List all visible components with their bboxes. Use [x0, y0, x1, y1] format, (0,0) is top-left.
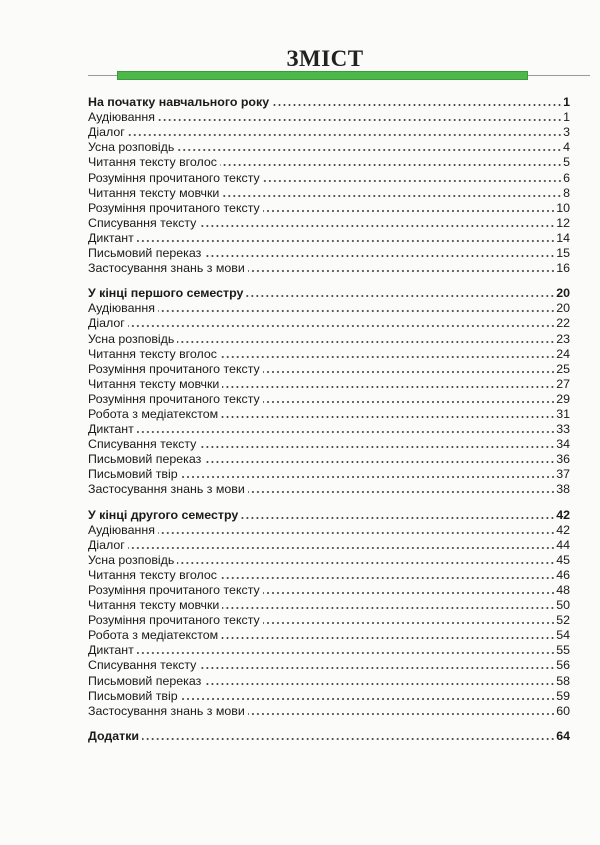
toc-entry-label: У кінці першого семестру [88, 286, 244, 301]
dot-leader [263, 180, 562, 182]
toc-entry-page-number: 5 [563, 155, 570, 170]
toc-entry-label: Аудіювання [88, 522, 155, 537]
toc-entry[interactable] [88, 704, 570, 719]
dot-leader [248, 491, 555, 493]
toc-entry-page-number: 64 [556, 728, 570, 743]
toc-entry[interactable] [88, 598, 570, 613]
toc-entry-label: Письмовий твір [88, 688, 178, 703]
toc-section-heading[interactable] [88, 286, 570, 301]
toc-entry-page-number: 50 [556, 598, 570, 613]
toc-entry-page-number: 45 [556, 552, 570, 567]
dot-leader [199, 667, 555, 669]
dot-leader [199, 446, 555, 448]
dot-leader [158, 310, 555, 312]
dot-leader [177, 341, 555, 343]
toc-entry-label: Розуміння прочитаного тексту [88, 361, 260, 376]
toc-entry-label: Робота з медіатекстом [88, 628, 219, 643]
dot-leader [222, 195, 562, 197]
toc-section-heading[interactable] [88, 507, 570, 522]
toc-entry[interactable] [88, 140, 570, 155]
dot-leader [263, 371, 555, 373]
toc-entry-label: Читання тексту вголос [88, 346, 217, 361]
toc-entry[interactable] [88, 553, 570, 568]
toc-entry-page-number: 8 [563, 185, 570, 200]
toc-entry[interactable] [88, 246, 570, 261]
dot-leader [220, 356, 555, 358]
toc-entry-page-number: 58 [556, 673, 570, 688]
toc-entry-page-number: 60 [556, 703, 570, 718]
toc-entry[interactable] [88, 347, 570, 362]
dot-leader [263, 592, 555, 594]
toc-entry-label: Розуміння прочитаного тексту [88, 583, 260, 597]
toc-entry-page-number: 56 [556, 658, 570, 673]
toc-entry[interactable] [88, 437, 570, 452]
toc-entry[interactable] [88, 407, 570, 422]
toc-entry-label: Читання тексту мовчки [88, 598, 220, 613]
dot-leader [137, 240, 555, 242]
toc-entry-label: Застосування знань з мови [88, 482, 245, 497]
toc-entry-page-number: 36 [556, 452, 570, 467]
dot-leader [222, 607, 555, 609]
toc-section-heading[interactable] [88, 95, 570, 110]
toc-section [88, 507, 570, 718]
toc-entry[interactable] [88, 392, 570, 407]
dot-leader [137, 652, 555, 654]
toc-entry[interactable] [88, 331, 570, 346]
toc-entry[interactable] [88, 155, 570, 170]
dot-leader [248, 270, 555, 272]
toc-entry[interactable] [88, 377, 570, 392]
dot-leader [204, 255, 555, 257]
toc-entry-label: Розуміння прочитаного тексту [88, 613, 260, 628]
dot-leader [158, 119, 562, 121]
dot-leader [128, 325, 555, 327]
toc-entry-label: Усна розповідь [88, 331, 175, 346]
toc-entry-page-number: 3 [563, 125, 570, 140]
dot-leader [137, 431, 555, 433]
dot-leader [181, 476, 556, 478]
toc-entry-page-number: 59 [556, 688, 570, 703]
toc-entry[interactable] [88, 643, 570, 658]
toc-section [88, 729, 570, 744]
toc-entry[interactable] [88, 422, 570, 437]
toc-entry-page-number: 33 [556, 422, 570, 437]
toc-entry-label: Письмовий переказ [88, 452, 202, 467]
toc-entry-label: Диктант [88, 643, 134, 658]
toc-entry[interactable] [88, 125, 570, 140]
toc-entry-label: Аудіювання [88, 110, 155, 125]
toc-entry-page-number: 25 [556, 361, 570, 376]
dot-leader [204, 461, 555, 463]
toc-entry-page-number: 55 [556, 643, 570, 658]
toc-entry-label: Додатки [88, 728, 140, 743]
toc-entry-label: Усна розповідь [88, 552, 175, 567]
toc-entry[interactable] [88, 216, 570, 231]
toc-entry[interactable] [88, 673, 570, 688]
toc-entry-page-number: 42 [556, 522, 570, 537]
toc-entry-label: Читання тексту вголос [88, 567, 217, 582]
toc-entry-label: Читання тексту мовчки [88, 185, 220, 200]
toc-entry[interactable] [88, 658, 570, 673]
toc-entry[interactable] [88, 201, 570, 216]
toc-entry-page-number: 27 [556, 376, 570, 391]
dot-leader [222, 386, 555, 388]
toc-entry-label: Усна розповідь [88, 140, 175, 155]
dot-leader [128, 547, 555, 549]
dot-leader [241, 517, 555, 519]
toc-entry[interactable] [88, 583, 570, 598]
toc-entry-page-number: 48 [556, 583, 570, 597]
dot-leader [263, 622, 555, 624]
toc-entry-page-number: 1 [563, 95, 570, 110]
toc-entry[interactable] [88, 452, 570, 467]
dot-leader [204, 683, 555, 685]
toc-entry-page-number: 15 [556, 246, 570, 261]
toc-entry-label: Списування тексту [88, 658, 197, 673]
toc-entry-label: Розуміння прочитаного тексту [88, 170, 260, 185]
toc-entry-page-number: 23 [556, 331, 570, 346]
toc-entry[interactable] [88, 362, 570, 377]
dot-leader [221, 416, 555, 418]
dot-leader [142, 738, 555, 740]
toc-entry-label: Застосування знань з мови [88, 703, 245, 718]
toc-entry-label: Списування тексту [88, 215, 197, 230]
toc-entry-page-number: 46 [556, 567, 570, 582]
dot-leader [272, 104, 562, 106]
toc-entry-page-number: 29 [556, 391, 570, 406]
toc-entry-label: Робота з медіатекстом [88, 406, 219, 421]
dot-leader [248, 713, 555, 715]
dot-leader [220, 164, 562, 166]
dot-leader [199, 225, 555, 227]
toc-entry[interactable] [88, 301, 570, 316]
toc-entry-page-number: 16 [556, 261, 570, 276]
toc-entry[interactable] [88, 613, 570, 628]
toc-entry[interactable] [88, 316, 570, 331]
dot-leader [220, 577, 555, 579]
toc-entry[interactable] [88, 186, 570, 201]
toc-entry-label: Розуміння прочитаного тексту [88, 200, 260, 215]
toc-entry-page-number: 4 [563, 140, 570, 155]
toc-entry-label: Письмовий переказ [88, 673, 202, 688]
toc-entry-label: Аудіювання [88, 301, 155, 316]
dot-leader [177, 149, 562, 151]
toc-entry-page-number: 37 [556, 467, 570, 482]
toc-entry-page-number: 22 [556, 316, 570, 331]
toc-entry-page-number: 38 [556, 482, 570, 497]
dot-leader [221, 637, 555, 639]
dot-leader [177, 562, 555, 564]
toc-entry[interactable] [88, 467, 570, 482]
toc-entry[interactable] [88, 231, 570, 246]
page-title: ЗМІСТ [286, 46, 364, 71]
toc-entry[interactable] [88, 538, 570, 553]
toc-entry-page-number: 42 [556, 507, 570, 522]
toc-entry[interactable] [88, 628, 570, 643]
toc-entry-label: Розуміння прочитаного тексту [88, 391, 260, 406]
dot-leader [246, 295, 555, 297]
toc-entry-page-number: 44 [556, 537, 570, 552]
toc-section-heading[interactable] [88, 729, 570, 744]
dot-leader [181, 698, 556, 700]
dot-leader [158, 532, 555, 534]
toc-entry-label: Читання тексту вголос [88, 155, 217, 170]
toc-entry-page-number: 52 [556, 613, 570, 628]
toc-section [88, 95, 570, 276]
toc-entry[interactable] [88, 110, 570, 125]
toc-entry-label: Діалог [88, 537, 125, 552]
toc-entry-label: Списування тексту [88, 437, 197, 452]
toc-entry-label: Письмовий переказ [88, 246, 202, 261]
toc-entry[interactable] [88, 482, 570, 497]
toc-entry[interactable] [88, 568, 570, 583]
toc-entry-page-number: 54 [556, 628, 570, 643]
toc-entry-page-number: 34 [556, 437, 570, 452]
toc-entry-page-number: 12 [556, 215, 570, 230]
toc-entry[interactable] [88, 170, 570, 185]
toc-entry-page-number: 10 [556, 200, 570, 215]
toc-entry-page-number: 6 [563, 170, 570, 185]
toc-entry-label: У кінці другого семестру [88, 507, 239, 522]
dot-leader [128, 134, 562, 136]
toc-entry-label: Діалог [88, 316, 125, 331]
toc-entry-label: Диктант [88, 230, 134, 245]
toc-entry-label: Діалог [88, 125, 125, 140]
toc-entry-label: Читання тексту мовчки [88, 376, 220, 391]
toc-entry[interactable] [88, 523, 570, 538]
toc-entry[interactable] [88, 261, 570, 276]
toc-entry-label: Застосування знань з мови [88, 261, 245, 276]
toc-entry-label: На початку навчального року [88, 95, 270, 110]
toc-entry-page-number: 14 [556, 230, 570, 245]
toc-entry-page-number: 20 [556, 301, 570, 316]
toc-entry-label: Письмовий твір [88, 467, 178, 482]
toc-entry-page-number: 20 [556, 286, 570, 301]
toc-entry-page-number: 31 [556, 406, 570, 421]
dot-leader [263, 401, 555, 403]
toc-entry[interactable] [88, 689, 570, 704]
dot-leader [263, 210, 555, 212]
table-of-contents [88, 95, 570, 754]
toc-entry-page-number: 24 [556, 346, 570, 361]
toc-section [88, 286, 570, 497]
title-accent-bar [117, 71, 528, 80]
toc-entry-page-number: 1 [563, 110, 570, 125]
toc-entry-label: Диктант [88, 422, 134, 437]
